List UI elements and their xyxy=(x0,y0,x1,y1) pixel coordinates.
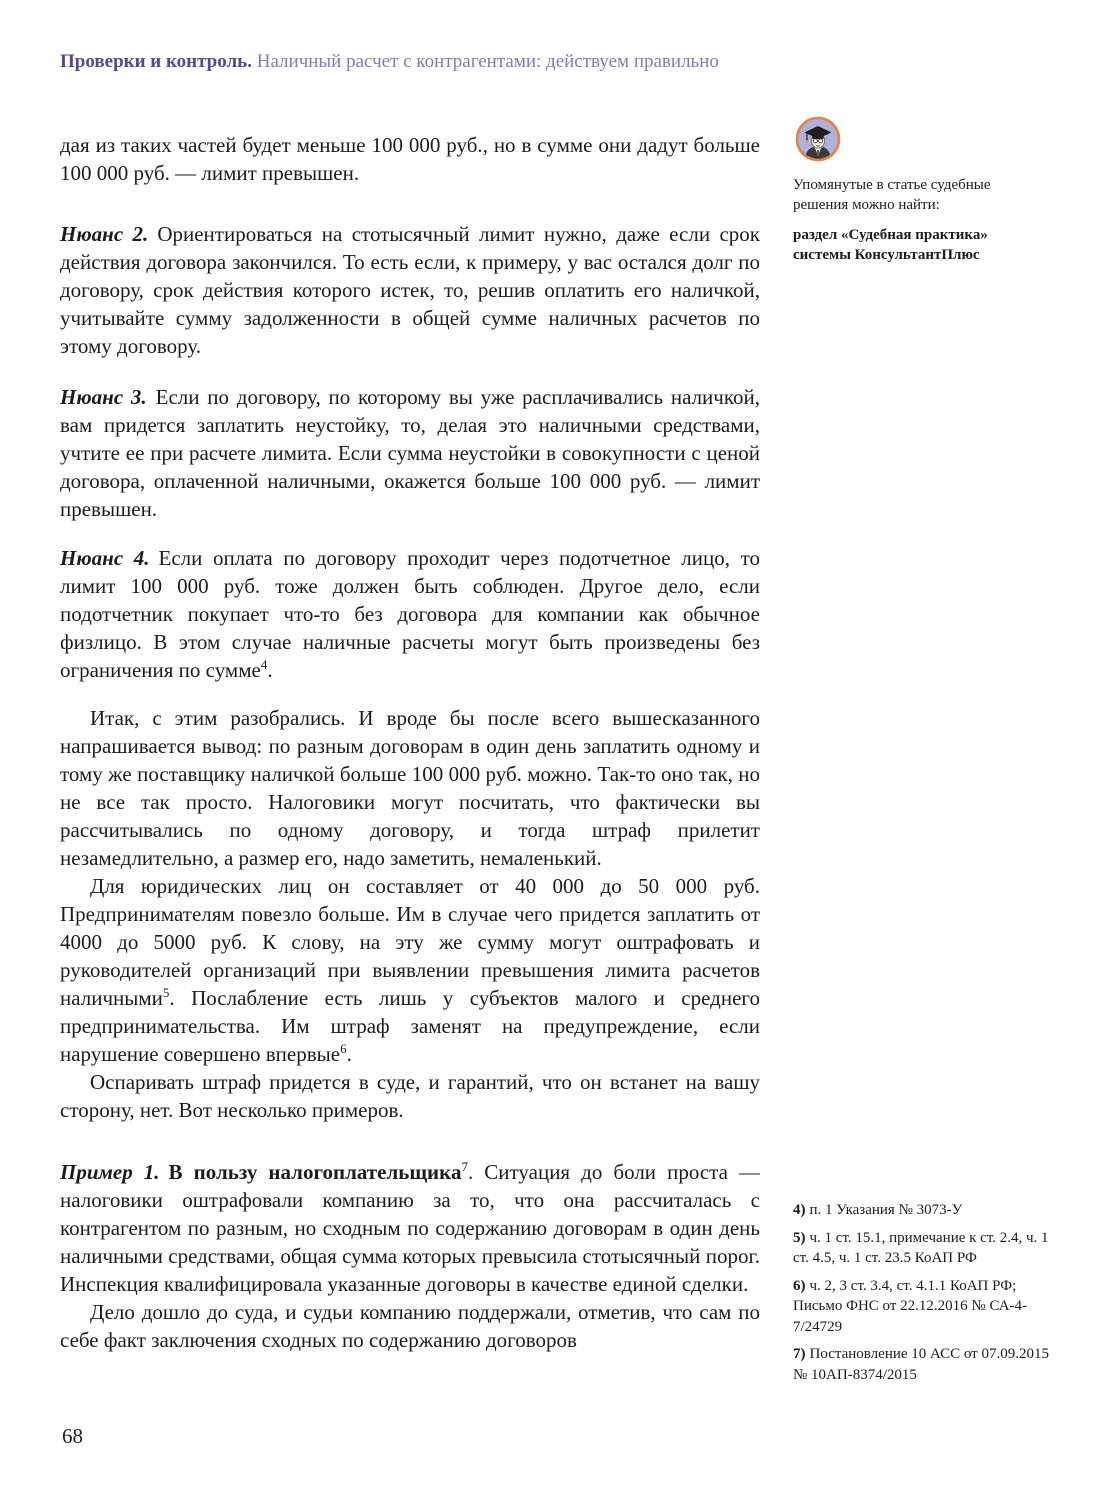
sidebar-note-intro: Упомянутые в статье судебные решения можно найти: xyxy=(793,177,991,213)
scholar-icon xyxy=(795,116,841,162)
footnote-item xyxy=(793,1276,1061,1338)
footnote-ref: 6 xyxy=(340,1041,347,1056)
page-number: 68 xyxy=(62,1424,83,1448)
paragraph-text: Ориентироваться на стотысячный лимит нужно, даже если срок действия договора закончился. То есть если, к примеру, у вас остался долг по договору, срок действия которого истек, то, решив оплатить его наличкой, учитывайте сумму задолженности в общей сумме наличных расчетов по этому договору. xyxy=(60,222,760,358)
paragraph-text: Для юридических лиц он составляет от 40 000 до 50 000 руб. Предпринимателям повезло больше. Им в случае чего придется заплатить от 4000 до 5000 руб. К слову, на эту же сумму могут оштрафовать и руководителей организаций при выявлении превышения лимита расчетов наличными xyxy=(60,874,760,1010)
sidebar-note-source: раздел «Судебная практика» системы КонсультантПлюс xyxy=(793,227,988,263)
article-group xyxy=(60,131,760,187)
article-group xyxy=(60,1158,760,1354)
footnote-text: п. 1 Указания № 3073-У xyxy=(809,1202,963,1218)
article-group xyxy=(60,544,760,684)
paragraph-text: . Ситуация до боли проста — налоговики оштрафовали компанию за то, что она рассчиталась с контрагентом по разным, но сходным по содержанию договорам в один день наличными средствами, общая сумма которых превысила стотысячный порог. Инспекция квалифицировала указанные договоры в качестве единой сделки. xyxy=(60,1160,760,1296)
paragraph xyxy=(60,872,760,1068)
paragraph xyxy=(60,220,760,360)
paragraph xyxy=(60,1158,760,1298)
paragraph-text: Оспаривать штраф придется в суде, и гарантий, что он встанет на вашу сторону, нет. Вот несколько примеров. xyxy=(60,1070,760,1122)
footnote-ref: 5 xyxy=(162,985,170,1000)
footnote-number: 4) xyxy=(793,1202,806,1218)
footnote-text: Постановление 10 АСС от 07.09.2015 № 10АП-8374/2015 xyxy=(793,1346,1049,1383)
paragraph-text: Если оплата по договору проходит через подотчетное лицо, то лимит 100 000 руб. тоже должен быть соблюден. Другое дело, если подотчетник покупает что-то без договора для компании как обычное физлицо. В этом случае наличные расчеты могут быть произведены без ограничения по сумме xyxy=(60,546,760,682)
footnote-text: ч. 1 ст. 15.1, примечание к ст. 2.4, ч. 1 ст. 4.5, ч. 1 ст. 23.5 КоАП РФ xyxy=(793,1229,1049,1266)
paragraph xyxy=(60,131,760,187)
paragraph-text: Если по договору, по которому вы уже расплачивались наличкой, вам придется заплатить неустойку, то, делая это наличными средствами, учтите ее при расчете лимита. Если сумма неустойки в совокупности с ценой договора, оплаченной наличными, окажется больше 100 000 руб. — лимит превышен. xyxy=(60,385,760,521)
paragraph xyxy=(60,1298,760,1354)
footnote-list xyxy=(793,1200,1061,1392)
article-title: Наличный расчет с контрагентами: действуем правильно xyxy=(256,51,719,72)
footnote-item xyxy=(793,1228,1061,1269)
footnote-item xyxy=(793,1200,1061,1221)
footnote-number: 6) xyxy=(793,1277,806,1294)
paragraph-text: Итак, с этим разобрались. И вроде бы после всего вышесказанного напрашивается вывод: по разным договорам в один день заплатить одному и тому же поставщику наличкой больше 100 000 руб. можно. Так-то оно так, но не все так просто. Налоговики могут посчитать, что фактически вы рассчитывались по одному договору, и тогда штраф прилетит незамедлительно, а размер его, надо заметить, немаленький. xyxy=(60,706,760,870)
paragraph-bold: В пользу налогоплательщика xyxy=(168,1160,462,1184)
article-group xyxy=(60,704,760,1124)
paragraph-lead: Нюанс 4. xyxy=(60,546,150,570)
paragraph xyxy=(60,1068,760,1124)
section-title: Проверки и контроль. xyxy=(60,51,252,72)
paragraph-text: . Послабление есть лишь у субъектов малого и среднего предпринимательства. Им штраф заменят на предупреждение, если нарушение совершено впервые xyxy=(60,986,760,1066)
paragraph xyxy=(60,544,760,684)
article-group xyxy=(60,220,760,360)
sidebar xyxy=(793,116,1015,265)
footnote-number: 5) xyxy=(793,1229,806,1246)
paragraph-lead: Пример 1. xyxy=(60,1160,160,1184)
paragraph xyxy=(60,383,760,523)
article-group xyxy=(60,383,760,523)
footnote-text: ч. 2, 3 ст. 3.4, ст. 4.1.1 КоАП РФ; Письмо ФНС от 22.12.2016 № СА-4-7/24729 xyxy=(793,1277,1028,1335)
paragraph-text: дая из таких частей будет меньше 100 000 руб., но в сумме они дадут больше 100 000 руб. — лимит превышен. xyxy=(60,133,760,185)
footnote-ref: 4 xyxy=(260,657,268,672)
article-body xyxy=(60,0,760,1500)
footnote-ref: 7 xyxy=(461,1159,468,1174)
paragraph-lead: Нюанс 2. xyxy=(60,222,149,246)
footnote-number: 7) xyxy=(793,1346,806,1362)
paragraph-text: . xyxy=(267,658,273,682)
paragraph-lead: Нюанс 3. xyxy=(60,385,147,409)
paragraph xyxy=(60,704,760,872)
paragraph-text: . xyxy=(346,1042,352,1066)
footnote-item xyxy=(793,1344,1061,1385)
paragraph-text: Дело дошло до суда, и судьи компанию поддержали, отметив, что сам по себе факт заключения сходных по содержанию договоров xyxy=(60,1300,760,1352)
